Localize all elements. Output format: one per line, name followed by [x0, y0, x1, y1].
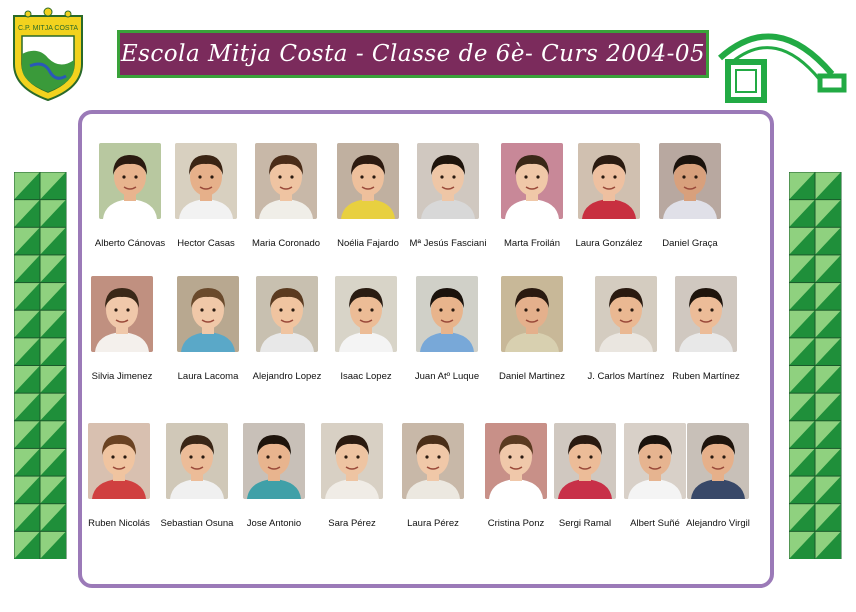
student-name: Laura Lacoma	[177, 371, 239, 382]
student-name: Isaac Lopez	[340, 371, 392, 382]
student-name: Hector Casas	[177, 238, 235, 249]
student-name: Sebastian Osuna	[160, 518, 234, 529]
student-photo	[501, 276, 563, 352]
student-name: Juan Atº Luque	[414, 371, 480, 382]
student-name: Albert Suñé	[630, 518, 680, 529]
student-photo	[256, 276, 318, 352]
left-decorative-strip	[14, 172, 67, 559]
student-photo	[417, 143, 479, 219]
student-name: Daniel Martinez	[499, 371, 565, 382]
student-name: Sergi Ramal	[558, 518, 612, 529]
student-name: Sara Pérez	[328, 518, 376, 529]
student-name: Alberto Cánovas	[94, 238, 166, 249]
right-decorative-strip	[789, 172, 842, 559]
student-photo	[485, 423, 547, 499]
school-logo	[8, 6, 88, 102]
student-name: Marta Froilán	[504, 238, 560, 249]
student-name: Maria Coronado	[251, 238, 321, 249]
student-photo	[501, 143, 563, 219]
student-photo	[99, 143, 161, 219]
student-photo	[88, 423, 150, 499]
student-photo	[659, 143, 721, 219]
student-photo	[402, 423, 464, 499]
student-photo	[321, 423, 383, 499]
student-photo	[624, 423, 686, 499]
student-photo	[91, 276, 153, 352]
student-photo	[166, 423, 228, 499]
student-photo	[595, 276, 657, 352]
student-name: Daniel Graça	[662, 238, 718, 249]
student-photo	[175, 143, 237, 219]
student-name: Noélia Fajardo	[337, 238, 399, 249]
student-photo	[554, 423, 616, 499]
title-banner	[117, 30, 709, 78]
student-name: Ruben Nicolás	[88, 518, 150, 529]
student-photo	[177, 276, 239, 352]
student-photo	[675, 276, 737, 352]
student-photo	[255, 143, 317, 219]
student-photo	[416, 276, 478, 352]
student-name: Silvia Jimenez	[91, 371, 153, 382]
student-name: Mª Jesús Fasciani	[409, 238, 487, 249]
page-title: Escola Mitja Costa - Classe de 6è- Curs 2004-05	[120, 41, 706, 67]
student-name: Ruben Martínez	[672, 371, 740, 382]
student-name: Laura Pérez	[407, 518, 459, 529]
student-photo	[335, 276, 397, 352]
student-photo	[687, 423, 749, 499]
student-photo	[243, 423, 305, 499]
student-name: J. Carlos Martínez	[587, 371, 665, 382]
arch-decoration	[716, 22, 848, 104]
student-name: Alejandro Lopez	[252, 371, 322, 382]
logo-text: C.P. MITJA COSTA	[17, 25, 79, 32]
student-photo	[578, 143, 640, 219]
student-photo	[337, 143, 399, 219]
student-name: Jose Antonio	[246, 518, 302, 529]
student-name: Laura González	[575, 238, 643, 249]
student-name: Cristina Ponz	[487, 518, 545, 529]
student-name: Alejandro Virgil	[686, 518, 750, 529]
